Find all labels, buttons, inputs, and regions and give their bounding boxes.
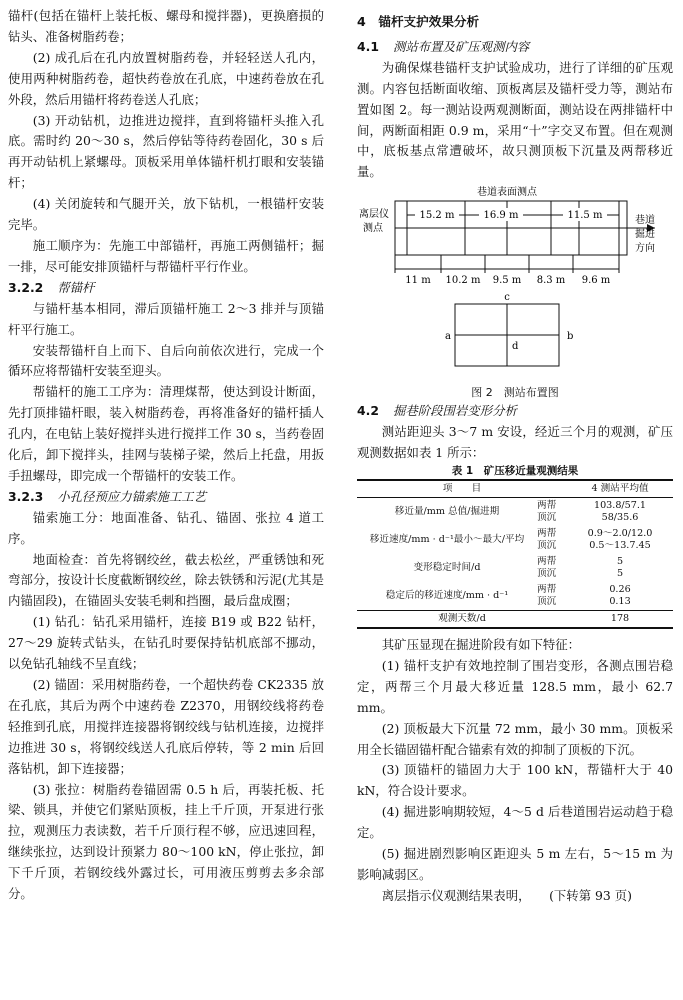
cell-value	[567, 526, 673, 554]
paragraph: 地面检查：首先将钢绞丝，截去松丝，严重锈蚀和死弯部分，按设计长度截断钢绞丝，除去铁锈和污泥(尤其是内锚固段)，在锚固头安装毛刺和挡圈，最后盘成圈；	[8, 551, 324, 609]
cell-item: 移近速度/mm · d⁻¹最小～最大/平均	[369, 533, 525, 545]
table-row	[357, 582, 673, 611]
segment-label: 15.2 m	[419, 210, 455, 222]
section-heading-3-2-3	[8, 487, 324, 508]
position-label: 顶沉	[537, 567, 557, 579]
cell-item: 移近量/mm 总值/掘进期	[394, 505, 500, 517]
cell-position	[537, 554, 567, 582]
position-label: 两帮	[537, 499, 557, 511]
table-caption: 表 1 矿压移近量观测结果	[451, 464, 579, 477]
table-row	[357, 610, 673, 628]
section-heading-3-2-2	[8, 278, 324, 299]
section-number: 3.2.2	[8, 279, 44, 295]
label-surface-points: 巷道表面测点	[477, 187, 537, 199]
station-layout-diagram	[357, 183, 673, 385]
label-extensometer: 离层仪	[359, 209, 389, 221]
paragraph: 安装帮锚杆自上而下、自后向前依次进行，完成一个循环应将帮锚杆安装至迎头。	[8, 342, 324, 379]
paragraph: 测站距迎头 3～7 m 安设，经近三个月的观测，矿压观测数据如表 1 所示：	[357, 424, 673, 461]
cell-item: 稳定后的移近速度/mm · d⁻¹	[385, 589, 509, 601]
cell-position	[537, 497, 567, 526]
paragraph: (3) 顶锚杆的锚固力大于 100 kN，帮锚杆大于 40 kN，符合设计要求。	[357, 762, 673, 799]
value: 58/35.6	[601, 511, 639, 523]
section-heading-4-2	[357, 401, 673, 422]
label-measure-point: 测点	[363, 223, 383, 235]
label-direction: 方向	[635, 243, 655, 255]
paragraph: (2) 成孔后在孔内放置树脂药卷，并轻轻送人孔内，使用两种树脂药卷，超快药卷放在孔底，中速药卷放在孔外段，然后用锚杆将药卷送人孔底；	[8, 49, 324, 107]
table-row	[357, 554, 673, 582]
value: 103.8/57.1	[593, 499, 647, 511]
paragraph: 施工顺序为：先施工中部锚杆，再施工两侧锚杆；掘一排，尽可能安排顶锚杆与帮锚杆平行作业。	[8, 237, 324, 274]
section-heading-4-1	[357, 37, 673, 58]
section-title: 帮锚杆	[57, 279, 95, 295]
position-label: 两帮	[537, 527, 557, 539]
cell-value: 178	[567, 610, 673, 628]
left-column	[8, 6, 324, 905]
paragraph: (2) 顶板最大下沉量 72 mm，最小 30 mm。顶板采用全长锚固锚杆配合锚索有效的抑制了顶板的下沉。	[357, 720, 673, 757]
label-direction: 掘进	[635, 229, 655, 241]
section-title: 掘巷阶段围岩变形分析	[392, 403, 517, 419]
position-label: 顶沉	[537, 511, 557, 523]
value: 5	[616, 555, 624, 567]
dimension-label: 9.5 m	[492, 275, 522, 287]
value: 0.9～2.0/12.0	[587, 527, 653, 539]
cell-position	[537, 582, 567, 611]
position-label: 两帮	[537, 583, 557, 595]
paragraph-continued	[357, 886, 673, 907]
value: 0.13	[609, 595, 631, 607]
cell-position	[537, 526, 567, 554]
paragraph-text: 离层指示仪观测结果表明，	[381, 887, 525, 903]
paragraph: (3) 开动钻机，边推进边搅拌，直到将锚杆头推入孔底。需时约 20～30 s，然后停钻等待药卷固化，30 s 后再开动钻机上紧螺母。顶板采用单体锚杆机打眼和安装锚杆；	[8, 112, 324, 191]
value: 0.5～13.7.45	[589, 539, 651, 551]
paragraph: (5) 掘进剧烈影响区距迎头 5 m 左右，5～15 m 为影响减弱区。	[357, 846, 673, 882]
table-row	[357, 497, 673, 526]
data-table	[357, 479, 673, 629]
dimension-label: 8.3 m	[536, 275, 566, 287]
value: 5	[616, 567, 624, 579]
figure-caption: 图 2 测站布置图	[471, 386, 559, 400]
section-number: 4.1	[357, 38, 379, 54]
dimension-label: 10.2 m	[445, 275, 481, 287]
section-title: 测站布置及矿压观测内容	[392, 38, 530, 54]
paragraph: (1) 锚杆支护有效地控制了围岩变形，各测点围岩稳定，两帮三个月最大移近量 128.5 mm，最小 62.7 mm。	[357, 657, 673, 715]
paragraph: (2) 锚固：采用树脂药卷，一个超快药卷 CK2335 放在孔底，其后为两个中速药卷 Z2370，用钢绞线将药卷轻推到孔底，用搅拌连接器将钢绞线与钻机连接，边搅拌边推进 30 s，将钢绞线送人孔底后停转，等 2 min 后回落钻机，卸下连接器；	[8, 677, 324, 776]
paragraph: 其矿压显现在掘进阶段有如下特征：	[381, 636, 581, 652]
point-label-c: c	[504, 292, 510, 304]
label-direction: 巷道	[635, 215, 655, 227]
paragraph: 帮锚杆的施工工序为：清理煤帮，使达到设计断面，先打顶排锚杆眼，装入树脂药卷，再将准备好的锚杆插人孔内，在电钻上装好搅拌头进行搅拌工作 30 s，当药卷固化后，卸下搅拌头，挂网与装梯子梁，然后上托盘，用扳手扭螺母，即完成一个帮锚杆的安装工作。	[8, 384, 324, 483]
table-row	[357, 526, 673, 554]
paragraph: 与锚杆基本相同，滞后顶锚杆施工 2～3 排并与顶锚杆平行施工。	[8, 300, 324, 337]
continued-note: (下转第 93 页)	[549, 887, 632, 903]
value: 0.26	[609, 583, 631, 595]
section-title: 小孔径预应力锚索施工工艺	[57, 488, 206, 504]
cell-value	[567, 497, 673, 526]
paragraph: (1) 钻孔：钻孔采用锚杆，连接 B19 或 B22 钻杆，27～29 旋转式钻头，在钻孔时要保持钻机底部不挪动，以免钻孔轴线不呈直线；	[8, 614, 324, 672]
figure-station-layout	[357, 183, 673, 385]
paragraph: 为确保煤巷锚杆支护试验成功，进行了详细的矿压观测。内容包括断面收缩、顶板离层及锚杆受力等，测站布置如图 2。每一测站设两观测断面，测站设在两排锚杆中间，两断面相距 0.9 m，采用“十”字交叉布置。但在观测中，底板基点常遭破坏，故只测顶板下沉量及两帮移近量。	[357, 59, 673, 180]
header-value: 4 测站平均值	[567, 480, 673, 498]
section-number: 3.2.3	[8, 488, 44, 504]
dimension-label: 9.6 m	[581, 275, 611, 287]
segment-label: 16.9 m	[483, 210, 519, 222]
cell-item: 观测天数/d	[357, 610, 567, 628]
position-label: 两帮	[537, 555, 557, 567]
section-number: 4.2	[357, 403, 379, 419]
paragraph: (4) 关闭旋转和气腿开关，放下钻机，一根锚杆安装完毕。	[8, 196, 324, 233]
paragraph: 锚索施工分：地面准备、钻孔、锚固、张拉 4 道工序。	[8, 509, 324, 546]
segment-label: 11.5 m	[567, 210, 603, 222]
cell-value	[567, 554, 673, 582]
table-header	[357, 480, 673, 498]
paragraph: 锚杆(包括在锚杆上装托板、螺母和搅拌器)，更换磨损的钻头、准备树脂药卷；	[8, 8, 324, 44]
point-label-a: a	[445, 331, 451, 343]
point-label-b: b	[567, 331, 574, 343]
position-label: 顶沉	[537, 595, 557, 607]
right-column	[357, 6, 673, 907]
paragraph: (4) 掘进影响期较短，4～5 d 后巷道围岩运动趋于稳定。	[357, 804, 673, 841]
dimension-label: 11 m	[405, 275, 431, 287]
paragraph: (3) 张拉：树脂药卷锚固需 0.5 h 后，再装托板、托梁、锁具，并使它们紧贴顶板，挂上千斤顶，开泵进行张拉，观测压力表读数，若千斤顶行程不够，应迅速回程，继续张拉，达到设计预紧力 80～100 kN，停止张拉，卸下千斤顶，若钢绞线外露过长，可用液压剪剪去多余部分。	[8, 781, 324, 902]
position-label: 顶沉	[537, 539, 557, 551]
point-label-d: d	[512, 341, 519, 353]
cell-item: 变形稳定时间/d	[413, 561, 481, 573]
cell-value	[567, 582, 673, 611]
header-item: 项 目	[357, 480, 567, 498]
section-heading-4: 4 锚杆支护效果分析	[357, 14, 480, 29]
